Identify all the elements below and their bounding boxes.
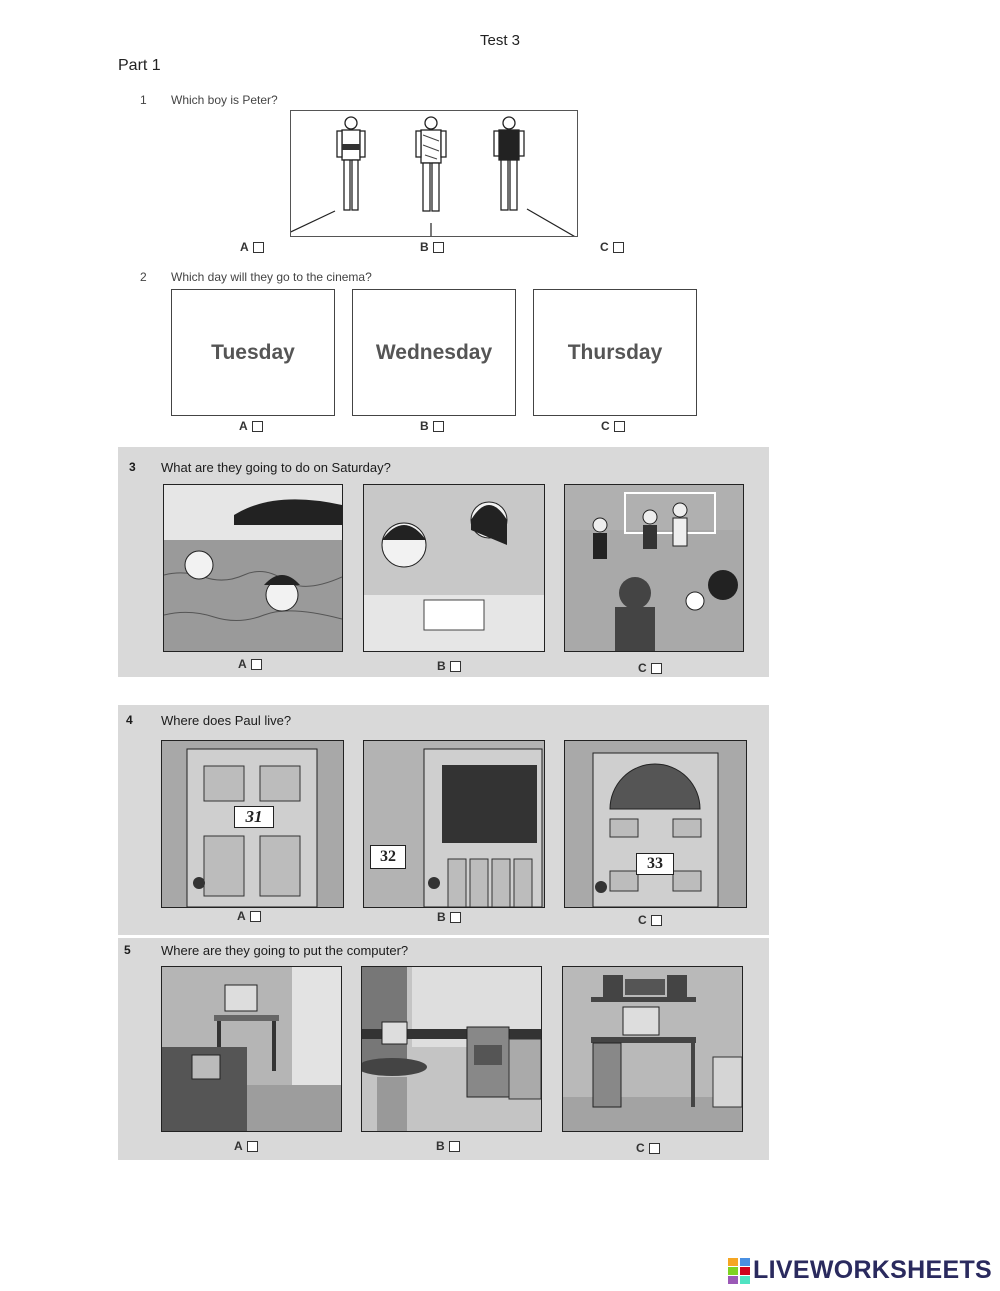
q4-option-c[interactable] [638, 913, 662, 927]
q1-option-c-label: C [600, 240, 609, 254]
q1-checkbox-a[interactable] [253, 242, 264, 253]
q3-checkbox-b[interactable] [450, 661, 461, 672]
document-title: Test 3 [479, 32, 521, 49]
q4-number: 4 [126, 713, 133, 727]
liveworksheets-logo[interactable] [728, 1256, 992, 1285]
desk-illustration [563, 967, 742, 1131]
swimming-illustration [164, 485, 342, 651]
part-heading: Part 1 [118, 57, 161, 74]
q4-house-number-33: 33 [636, 853, 674, 875]
q3-option-c-label: C [638, 661, 647, 675]
q5-text: Where are they going to put the computer? [161, 943, 409, 958]
q3-text: What are they going to do on Saturday? [161, 460, 391, 475]
q5-checkbox-c[interactable] [649, 1143, 660, 1154]
q3-checkbox-a[interactable] [251, 659, 262, 670]
liveworksheets-logo-text: LIVEWORKSHEETS [753, 1256, 992, 1284]
q4-option-b[interactable] [437, 910, 461, 924]
q5-option-c-label: C [636, 1141, 645, 1155]
q1-number: 1 [140, 93, 147, 107]
q4-door-c [564, 740, 747, 908]
q1-option-b[interactable] [420, 240, 444, 254]
door-c-illustration [565, 741, 746, 907]
q2-day-c: Thursday [567, 340, 663, 364]
q4-text: Where does Paul live? [161, 713, 292, 728]
q5-option-c[interactable] [636, 1141, 660, 1155]
q1-boys-picture [290, 110, 578, 237]
q5-picture-bedroom-desk [562, 966, 743, 1132]
q5-checkbox-a[interactable] [247, 1141, 258, 1152]
boys-illustration [291, 111, 577, 236]
q1-option-b-label: B [420, 240, 429, 254]
q3-picture-football [564, 484, 744, 652]
kitchen-illustration [362, 967, 541, 1131]
q1-option-a-label: A [240, 240, 249, 254]
q5-checkbox-b[interactable] [449, 1141, 460, 1152]
q1-checkbox-c[interactable] [613, 242, 624, 253]
living-room-illustration [162, 967, 341, 1131]
q4-option-a[interactable] [237, 909, 261, 923]
q4-checkbox-c[interactable] [651, 915, 662, 926]
q2-option-b-label: B [420, 419, 429, 433]
q4-door-a [161, 740, 344, 908]
q2-day-a: Tuesday [211, 340, 295, 364]
q3-option-b-label: B [437, 659, 446, 673]
q4-door-b [363, 740, 545, 908]
q4-option-b-label: B [437, 910, 446, 924]
q2-card-b [352, 289, 516, 416]
q2-card-c [533, 289, 697, 416]
door-b-illustration [364, 741, 544, 907]
q2-number: 2 [140, 270, 147, 284]
q2-option-c-label: C [601, 419, 610, 433]
q1-option-a[interactable] [240, 240, 264, 254]
football-illustration [565, 485, 743, 651]
q5-option-b[interactable] [436, 1139, 460, 1153]
liveworksheets-logo-icon [728, 1258, 750, 1284]
q3-checkbox-c[interactable] [651, 663, 662, 674]
q3-option-b[interactable] [437, 659, 461, 673]
q1-option-c[interactable] [600, 240, 624, 254]
q2-option-b[interactable] [420, 419, 444, 433]
homework-illustration [364, 485, 544, 651]
q1-checkbox-b[interactable] [433, 242, 444, 253]
q2-option-c[interactable] [601, 419, 625, 433]
q2-checkbox-a[interactable] [252, 421, 263, 432]
q3-option-a-label: A [238, 657, 247, 671]
q2-option-a[interactable] [239, 419, 263, 433]
q3-number: 3 [129, 460, 136, 474]
q5-option-b-label: B [436, 1139, 445, 1153]
q4-house-number-31: 31 [234, 806, 274, 828]
q5-option-a[interactable] [234, 1139, 258, 1153]
q5-picture-kitchen [361, 966, 542, 1132]
q5-option-a-label: A [234, 1139, 243, 1153]
q3-picture-swimming [163, 484, 343, 652]
q2-text: Which day will they go to the cinema? [171, 270, 372, 284]
q1-text: Which boy is Peter? [171, 93, 278, 107]
q2-checkbox-c[interactable] [614, 421, 625, 432]
q5-number: 5 [124, 943, 131, 957]
q3-picture-homework [363, 484, 545, 652]
q3-option-c[interactable] [638, 661, 662, 675]
q2-card-a [171, 289, 335, 416]
q3-option-a[interactable] [238, 657, 262, 671]
q5-picture-living-room [161, 966, 342, 1132]
q2-day-b: Wednesday [375, 340, 493, 364]
q4-checkbox-a[interactable] [250, 911, 261, 922]
q2-checkbox-b[interactable] [433, 421, 444, 432]
q2-option-a-label: A [239, 419, 248, 433]
q4-option-a-label: A [237, 909, 246, 923]
q4-checkbox-b[interactable] [450, 912, 461, 923]
q4-house-number-32: 32 [370, 845, 406, 869]
q4-option-c-label: C [638, 913, 647, 927]
